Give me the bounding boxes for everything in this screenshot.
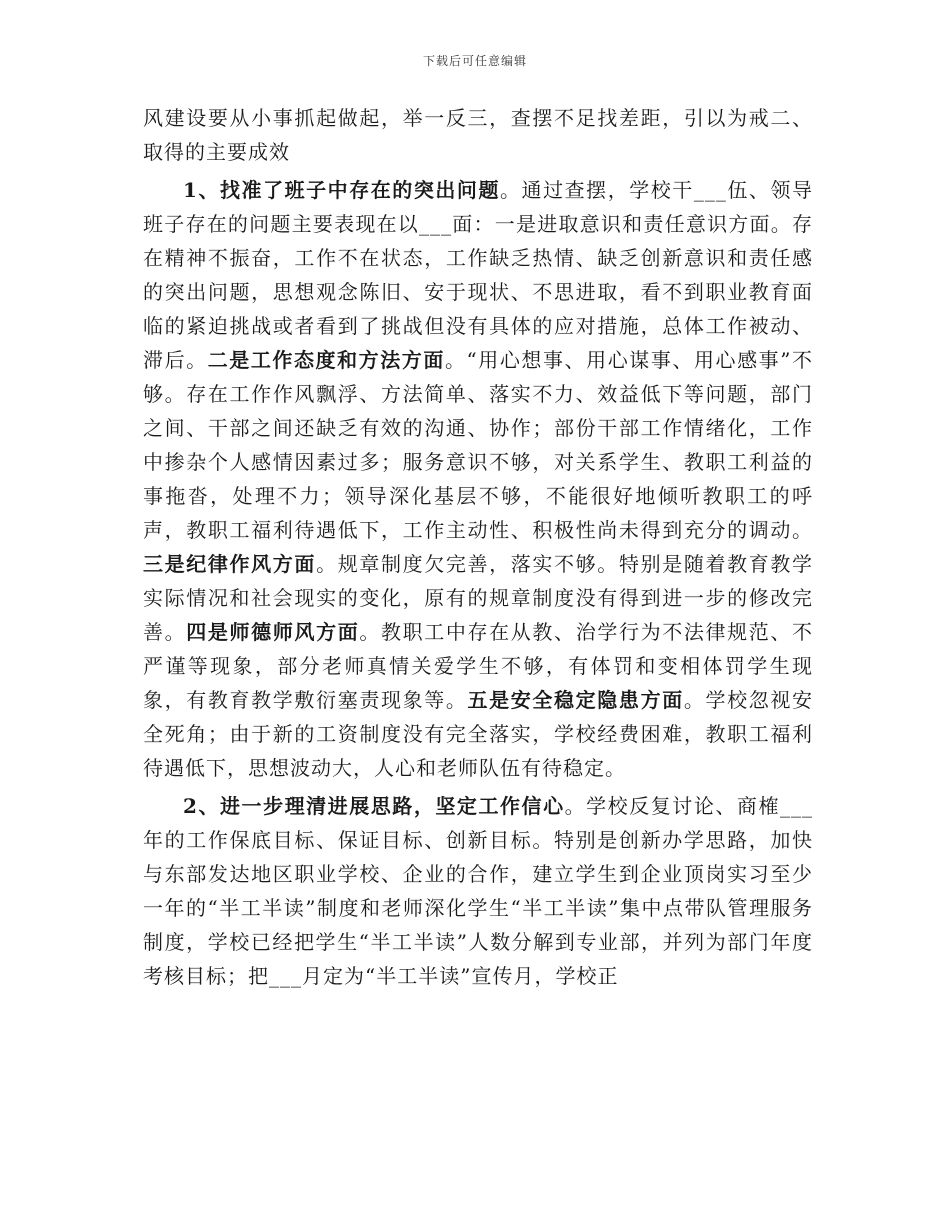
- document-body: [143, 101, 813, 997]
- page-header: 下载后可任意编辑: [422, 54, 527, 68]
- paragraph-text: 。教职工中存在从教、治学行为不法律规范、不严谨等现象，部分老师真情关爱学生不够，有体罚和变相体罚学生现象，有教育教学敷衍塞责现象等。: [143, 620, 814, 712]
- paragraph-problems: [143, 173, 813, 785]
- paragraph-text: 。学校忽视安全死角；由于新的工资制度没有完全落实，学校经费困难，教职工福利待遇低下，思想波动大，人心和老师队伍有待稳定。: [143, 688, 814, 780]
- heading-attitude-method: 二是工作态度和方法方面: [207, 348, 445, 372]
- paragraph-text: 风建设要从小事抓起做起，举一反三，查摆不足找差距，引以为戒二、取得的主要成效: [143, 106, 813, 164]
- paragraph-text: 。规章制度欠完善，落实不够。特别是随着教育教学实际情况和社会现实的变化，原有的规章制度没有得到进一步的修改完善。: [143, 552, 814, 644]
- heading-safety: 五是安全稳定隐患方面: [467, 688, 684, 712]
- paragraph-text: 。通过查摆，学校干___伍、领导班子存在的问题主要表现在以___面：一是进取意识和责任意识方面。存在精神不振奋，工作不在状态，工作缺乏热情、缺乏创新意识和责任感的突出问题，思想观念陈旧、安于现状、不思进取，看不到职业教育面临的紧迫挑战或者看到了挑战但没有具体的应对措施，总体工作被动、滞后。: [143, 178, 814, 372]
- heading-problems: 1、找准了班子中存在的突出问题: [183, 178, 500, 202]
- paragraph-development: [143, 789, 813, 993]
- heading-discipline: 三是纪律作风方面: [143, 552, 317, 576]
- heading-development: 2、进一步理清进展思路，坚定工作信心: [183, 794, 565, 818]
- paragraph-text: 。学校反复讨论、商榷___年的工作保底目标、保证目标、创新目标。特别是创新办学思路，加快与东部发达地区职业学校、企业的合作，建立学生到企业顶岗实习至少一年的“半工半读”制度和老师深化学生“半工半读”集中点带队管理服务制度，学校已经把学生“半工半读”人数分解到专业部，并列为部门年度考核目标；把___月定为“半工半读”宣传月，学校正: [143, 794, 813, 988]
- paragraph-text: 。“用心想事、用心谋事、用心感事”不够。存在工作作风飘浮、方法简单、落实不力、效益低下等问题，部门之间、干部之间还缺乏有效的沟通、协作；部份干部工作情绪化，工作中掺杂个人感情因素过多；服务意识不够，对关系学生、教职工利益的事拖沓，处理不力；领导深化基层不够，不能很好地倾听教职工的呼声，教职工福利待遇低下，工作主动性、积极性尚未得到充分的调动。: [143, 348, 814, 542]
- heading-ethics: 四是师德师风方面: [186, 620, 360, 644]
- paragraph-continuation: [143, 101, 813, 169]
